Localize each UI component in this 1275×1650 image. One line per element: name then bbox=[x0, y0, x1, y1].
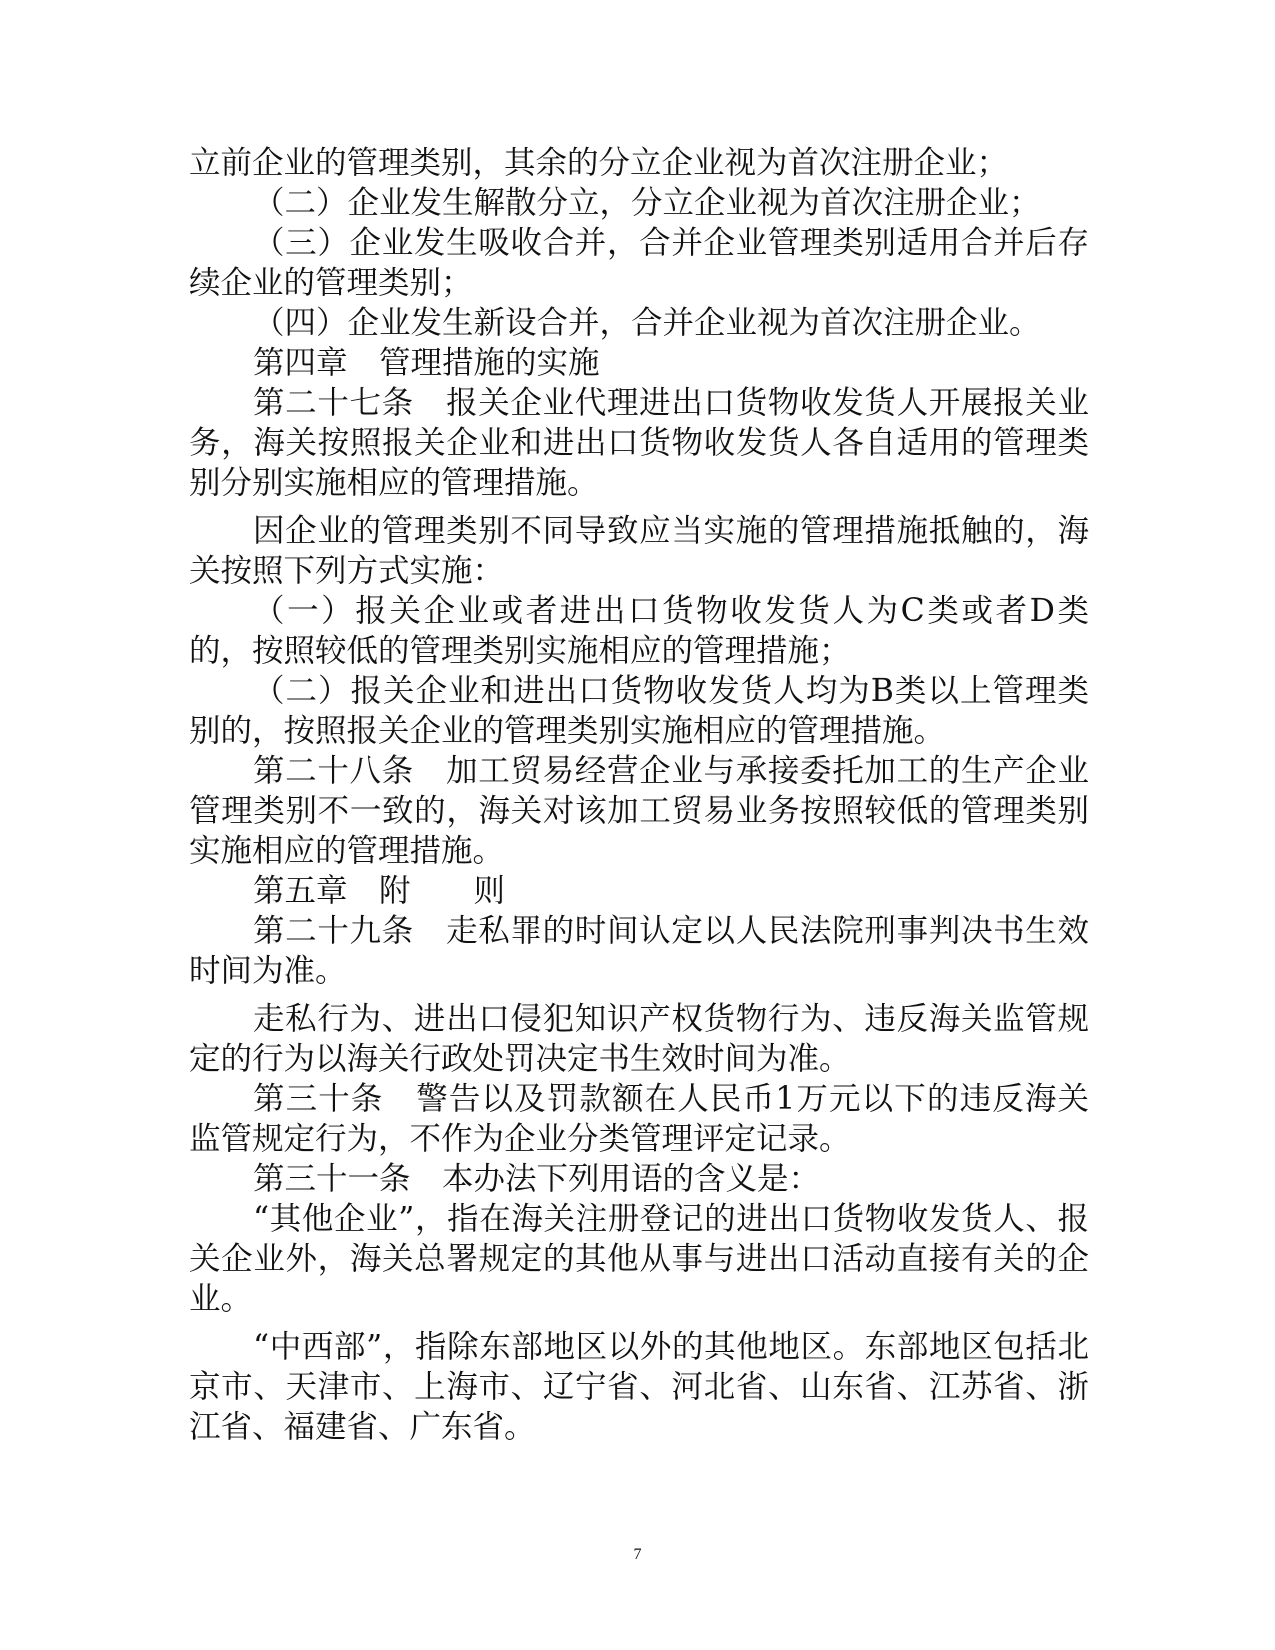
page-number: 7 bbox=[633, 1546, 642, 1563]
paragraph: （二）企业发生解散分立，分立企业视为首次注册企业； bbox=[253, 185, 1041, 221]
paragraph: （四）企业发生新设合并，合并企业视为首次注册企业。 bbox=[253, 305, 1041, 341]
article-27: 第二十七条 报关企业代理进出口货物收发货人开展报关业务，海关按照报关企业和进出口货物收发货人各自适用的管理类别分别实施相应的管理措施。 bbox=[189, 385, 1089, 501]
article-31: 第三十一条 本办法下列用语的含义是： bbox=[253, 1161, 821, 1197]
paragraph: （一）报关企业或者进出口货物收发货人为C类或者D类的，按照较低的管理类别实施相应的管理措施； bbox=[189, 593, 1089, 669]
paragraph: 走私行为、进出口侵犯知识产权货物行为、违反海关监管规定的行为以海关行政处罚决定书生效时间为准。 bbox=[189, 1001, 1089, 1077]
paragraph: （二）报关企业和进出口货物收发货人均为B类以上管理类别的，按照报关企业的管理类别实施相应的管理措施。 bbox=[189, 673, 1089, 749]
paragraph: 立前企业的管理类别，其余的分立企业视为首次注册企业； bbox=[189, 145, 1009, 181]
definition-paragraph: “中西部”，指除东部地区以外的其他地区。东部地区包括北京市、天津市、上海市、辽宁省、河北省、山东省、江苏省、浙江省、福建省、广东省。 bbox=[189, 1329, 1089, 1445]
article-29: 第二十九条 走私罪的时间认定以人民法院刑事判决书生效时间为准。 bbox=[189, 913, 1089, 989]
paragraph: （三）企业发生吸收合并，合并企业管理类别适用合并后存续企业的管理类别； bbox=[189, 225, 1089, 301]
article-30: 第三十条 警告以及罚款额在人民币1万元以下的违反海关监管规定行为，不作为企业分类管理评定记录。 bbox=[189, 1081, 1089, 1157]
article-28: 第二十八条 加工贸易经营企业与承接委托加工的生产企业管理类别不一致的，海关对该加工贸易业务按照较低的管理类别实施相应的管理措施。 bbox=[189, 753, 1089, 869]
paragraph: 因企业的管理类别不同导致应当实施的管理措施抵触的，海关按照下列方式实施： bbox=[189, 513, 1089, 589]
definition-paragraph: “其他企业”，指在海关注册登记的进出口货物收发货人、报关企业外，海关总署规定的其他从事与进出口活动直接有关的企业。 bbox=[189, 1201, 1089, 1317]
chapter-heading: 第五章 附 则 bbox=[253, 873, 506, 909]
chapter-heading: 第四章 管理措施的实施 bbox=[253, 345, 600, 381]
body-text bbox=[189, 143, 1089, 1447]
